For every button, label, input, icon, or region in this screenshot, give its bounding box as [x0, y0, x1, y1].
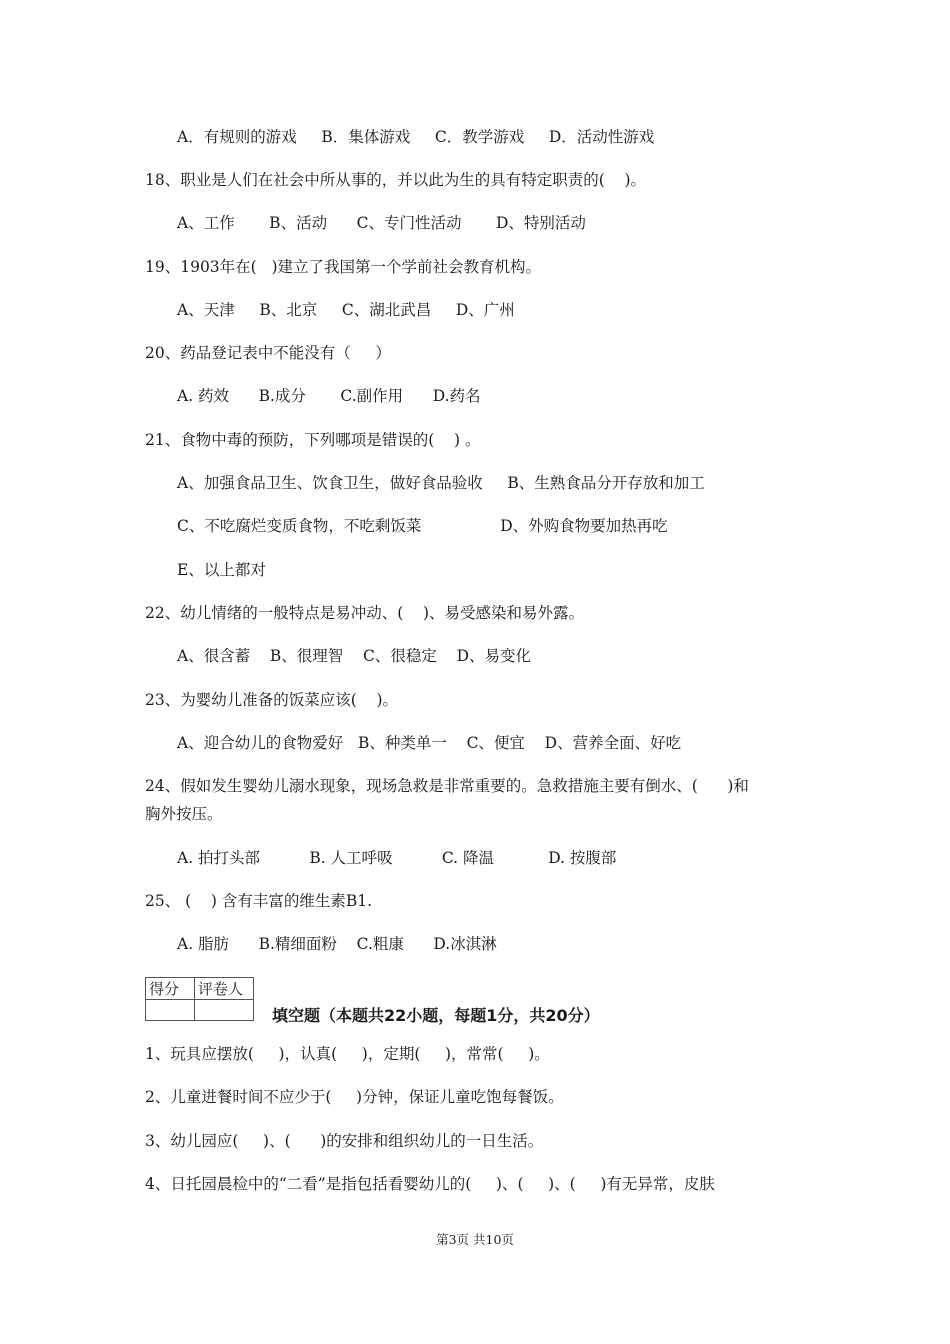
q24-question: 24、假如发生婴幼儿溺水现象，现场急救是非常重要的。急救措施主要有倒水、( )和	[145, 777, 749, 795]
score-box	[145, 977, 254, 1021]
q19-question: 19、1903年在( )建立了我国第一个学前社会教育机构。	[145, 258, 542, 276]
q20-question: 20、药品登记表中不能没有（ ）	[145, 344, 391, 362]
fill-q1: 1、玩具应摆放( )，认真( )，定期( )，常常( )。	[145, 1045, 550, 1063]
q18-options: A、工作 B、活动 C、专门性活动 D、特别活动	[177, 214, 586, 232]
fill-q2: 2、儿童进餐时间不应少于( )分钟，保证儿童吃饱每餐饭。	[145, 1088, 564, 1106]
q18-question: 18、职业是人们在社会中所从事的，并以此为生的具有特定职责的( )。	[145, 171, 647, 189]
page-footer: 第3页 共10页	[436, 1232, 514, 1247]
q20-options: A. 药效 B.成分 C.副作用 D.药名	[177, 387, 481, 405]
q21-options-ab: A、加强食品卫生、饮食卫生，做好食品验收 B、生熟食品分开存放和加工	[177, 474, 705, 492]
fill-q4: 4、日托园晨检中的“二看”是指包括看婴幼儿的( )、( )、( )有无异常，皮肤	[145, 1175, 715, 1193]
q22-options: A、很含蓄 B、很理智 C、很稳定 D、易变化	[177, 647, 531, 665]
q24-options: A. 拍打头部 B. 人工呼吸 C. 降温 D. 按腹部	[177, 849, 617, 867]
q24-question-cont: 胸外按压。	[145, 805, 223, 823]
q19-options: A、天津 B、北京 C、湖北武昌 D、广州	[177, 301, 515, 319]
q23-options: A、迎合幼儿的食物爱好 B、种类单一 C、便宜 D、营养全面、好吃	[177, 734, 682, 752]
q17-options: A．有规则的游戏 B．集体游戏 C．教学游戏 D．活动性游戏	[177, 128, 655, 146]
fill-q3: 3、幼儿园应( )、( )的安排和组织幼儿的一日生活。	[145, 1132, 544, 1150]
score-cell	[146, 1000, 195, 1021]
q21-option-e: E、以上都对	[177, 561, 266, 579]
q21-question: 21、食物中毒的预防，下列哪项是错误的( ) 。	[145, 431, 481, 449]
q23-question: 23、为婴幼儿准备的饭菜应该( )。	[145, 691, 399, 709]
q25-options: A. 脂肪 B.精细面粉 C.粗康 D.冰淇淋	[177, 935, 497, 953]
grader-label: 评卷人	[195, 978, 254, 1000]
q25-question: 25、 ( ) 含有丰富的维生素B1.	[145, 892, 373, 910]
section-title: 填空题（本题共22小题，每题1分，共20分）	[272, 1006, 600, 1025]
score-label: 得分	[146, 978, 195, 1000]
grader-cell	[195, 1000, 254, 1021]
q22-question: 22、幼儿情绪的一般特点是易冲动、( )、易受感染和易外露。	[145, 604, 585, 622]
q21-options-cd: C、不吃腐烂变质食物，不吃剩饭菜 D、外购食物要加热再吃	[177, 517, 668, 535]
